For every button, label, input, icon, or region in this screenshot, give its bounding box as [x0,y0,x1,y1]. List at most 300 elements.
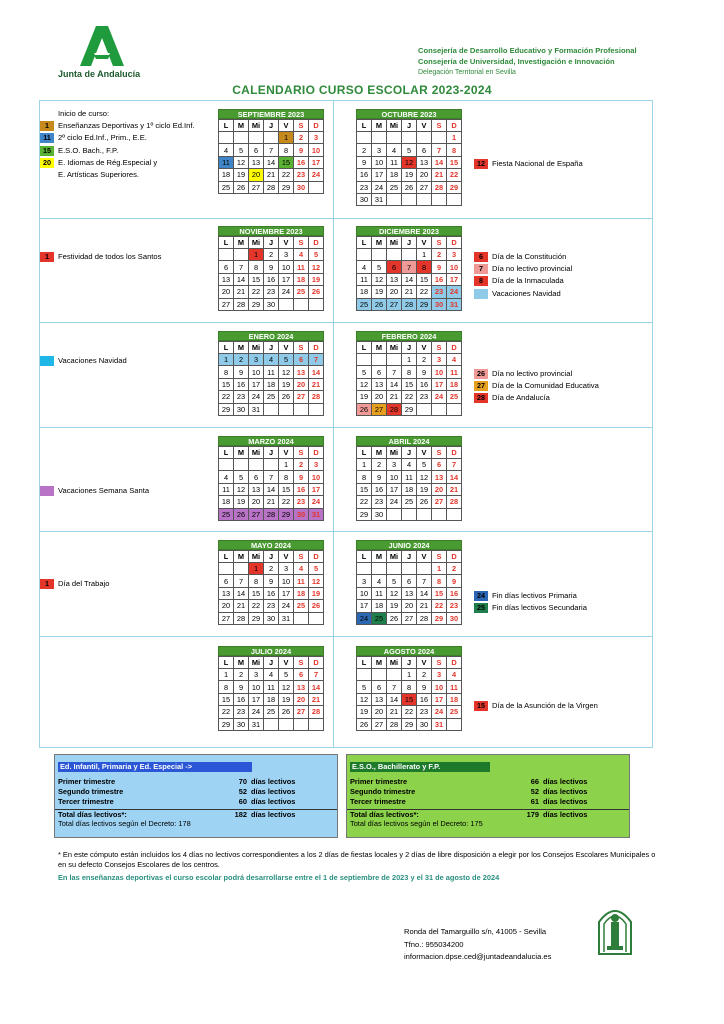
day-cell: 12 [279,366,294,378]
week-row [357,496,462,508]
weekday-header: L [219,342,234,354]
day-cell [279,403,294,415]
day-cell: 29 [219,718,234,730]
weekday-header: D [309,120,324,132]
day-cell: 18 [372,600,387,612]
day-cell [417,193,432,205]
day-cell [402,249,417,261]
legend-june [474,590,587,614]
day-cell: 29 [447,181,462,193]
weekday-header: Mi [387,237,402,249]
weekday-header: V [417,120,432,132]
day-cell: 18 [402,483,417,495]
week-row [219,612,324,624]
day-cell: 5 [279,669,294,681]
week-row [219,483,324,495]
day-cell: 27 [387,298,402,310]
week-row [357,132,462,144]
day-cell: 2 [417,669,432,681]
month-title: MARZO 2024 [218,436,324,446]
week-row [357,354,462,366]
day-cell: 9 [264,261,279,273]
day-cell: 18 [294,587,309,599]
day-cell: 29 [402,718,417,730]
day-cell: 1 [249,249,264,261]
department-line-3: Delegación Territorial en Sevilla [418,69,516,76]
day-cell: 7 [387,366,402,378]
day-cell: 10 [357,587,372,599]
day-cell: 20 [432,483,447,495]
legend-swatch: 7 [474,264,488,274]
month-grid [218,656,324,731]
day-cell: 23 [234,391,249,403]
day-cell: 16 [432,273,447,285]
weekday-header: M [234,120,249,132]
month-title: NOVIEMBRE 2023 [218,226,324,236]
day-cell: 5 [234,144,249,156]
legend-may [40,578,110,590]
day-cell: 19 [387,600,402,612]
weekday-header: L [357,551,372,563]
week-row [357,681,462,693]
weekday-header: M [234,447,249,459]
weekday-header: J [264,657,279,669]
day-cell: 9 [447,575,462,587]
week-row [219,587,324,599]
day-cell: 13 [372,693,387,705]
day-cell [417,132,432,144]
day-cell [432,132,447,144]
day-cell [447,718,462,730]
week-row [219,563,324,575]
month-grid [218,236,324,311]
day-cell: 4 [402,459,417,471]
day-cell [219,563,234,575]
day-cell: 23 [357,181,372,193]
day-cell: 22 [417,286,432,298]
week-row [219,600,324,612]
weekday-header: S [294,447,309,459]
day-cell: 27 [372,403,387,415]
department-line-1: Consejería de Desarrollo Educativo y Formación Profesional [418,46,637,55]
day-cell: 2 [234,669,249,681]
month-june [356,540,462,625]
day-cell: 7 [264,144,279,156]
day-cell [234,249,249,261]
day-cell: 4 [447,354,462,366]
day-cell: 30 [432,298,447,310]
address-phone: Tfno.: 955034200 [404,939,464,949]
day-cell [357,249,372,261]
weekday-header: S [432,447,447,459]
day-cell: 8 [447,144,462,156]
address-email: informacion.dpse.ced@juntadeandalucia.es [404,952,552,961]
summary-unit: días lectivos [251,797,296,806]
legend-item [40,157,195,169]
legend-item [40,251,161,263]
day-cell: 24 [432,706,447,718]
legend-swatch: 8 [474,276,488,286]
weekday-header: M [234,342,249,354]
weekday-header: V [279,551,294,563]
day-cell: 26 [372,298,387,310]
summary-row [347,809,629,819]
day-cell: 1 [357,459,372,471]
day-cell: 26 [387,612,402,624]
legend-january [40,355,127,367]
day-cell: 22 [357,496,372,508]
day-cell: 6 [219,261,234,273]
month-title: FEBRERO 2024 [356,331,462,341]
day-cell: 26 [309,286,324,298]
day-cell: 16 [234,693,249,705]
weekday-header: M [234,237,249,249]
page-title: CALENDARIO CURSO ESCOLAR 2023-2024 [232,83,492,97]
day-cell: 9 [264,575,279,587]
week-row [357,286,462,298]
day-cell: 21 [447,483,462,495]
day-cell: 17 [309,156,324,168]
day-cell: 15 [219,693,234,705]
week-row [219,261,324,273]
weekday-header: M [372,447,387,459]
summary-unit: días lectivos [251,787,296,796]
day-cell: 2 [294,132,309,144]
day-cell [219,132,234,144]
grid-divider [39,427,653,428]
day-cell [402,563,417,575]
month-october [356,109,462,206]
day-cell: 13 [294,681,309,693]
day-cell: 17 [249,378,264,390]
day-cell: 16 [294,483,309,495]
day-cell: 10 [309,471,324,483]
day-cell: 3 [447,249,462,261]
legend-october [474,158,583,170]
day-cell: 11 [447,366,462,378]
day-cell [447,508,462,520]
month-july [218,646,324,731]
day-cell [294,718,309,730]
day-cell: 11 [264,366,279,378]
day-cell: 20 [387,286,402,298]
day-cell: 26 [417,496,432,508]
day-cell: 15 [279,483,294,495]
summary-unit: días lectivos [543,787,588,796]
day-cell: 14 [447,471,462,483]
month-grid [356,550,462,625]
day-cell: 8 [402,681,417,693]
day-cell: 27 [249,508,264,520]
day-cell [372,563,387,575]
day-cell: 19 [234,496,249,508]
footnote: * En este cómputo están incluidos los 4 días no lectivos correspondientes a los 2 días de fiestas locales y 2 días de libre disposición a elegir por los Consejos Escolares Municipales o en su defecto Consejos Escolares de los centros. [58,850,656,869]
month-title: SEPTIEMBRE 2023 [218,109,324,119]
legend-label: Fin días lectivos Primaria [492,591,577,600]
legend-label: Día no lectivo provincial [492,264,573,274]
day-cell: 25 [387,181,402,193]
day-cell: 29 [357,508,372,520]
day-cell: 28 [387,403,402,415]
junta-logo [58,26,148,84]
day-cell [294,298,309,310]
day-cell: 6 [417,144,432,156]
day-cell: 21 [387,706,402,718]
day-cell: 26 [279,391,294,403]
month-title: ENERO 2024 [218,331,324,341]
weekday-header: Mi [387,447,402,459]
day-cell: 5 [417,459,432,471]
day-cell: 9 [372,471,387,483]
day-cell: 18 [294,273,309,285]
legend-august [474,700,598,712]
day-cell [234,563,249,575]
day-cell: 22 [432,600,447,612]
grid-divider [39,218,653,219]
day-cell: 19 [402,169,417,181]
week-row [357,273,462,285]
day-cell: 23 [417,706,432,718]
weekday-header: L [357,120,372,132]
weekday-header: S [294,237,309,249]
day-cell: 3 [357,575,372,587]
week-row [357,298,462,310]
day-cell: 19 [279,378,294,390]
day-cell: 27 [372,718,387,730]
day-cell: 2 [294,459,309,471]
day-cell: 3 [309,132,324,144]
week-row [357,693,462,705]
week-row [357,718,462,730]
day-cell: 21 [432,169,447,181]
day-cell [402,193,417,205]
week-row [357,144,462,156]
day-cell: 17 [357,600,372,612]
day-cell: 30 [294,508,309,520]
day-cell [357,563,372,575]
day-cell: 30 [294,181,309,193]
summary-row [55,809,337,819]
week-row [357,612,462,624]
day-cell: 2 [357,144,372,156]
day-cell: 4 [219,144,234,156]
address-street: Ronda del Tamarguillo s/n, 41005 - Sevilla [404,927,547,936]
day-cell [372,669,387,681]
day-cell: 24 [279,600,294,612]
day-cell: 11 [372,587,387,599]
day-cell: 27 [219,298,234,310]
day-cell [372,354,387,366]
day-cell: 14 [432,156,447,168]
day-cell: 18 [357,286,372,298]
week-row [357,600,462,612]
weekday-header: L [219,657,234,669]
legend-label: E. Artísticas Superiores. [58,169,140,179]
summary-row [55,787,337,797]
day-cell: 26 [357,403,372,415]
summary-header: Ed. Infantil, Primaria y Ed. Especial -> [58,762,252,772]
day-cell: 17 [249,693,264,705]
week-row [357,706,462,718]
day-cell: 11 [357,273,372,285]
day-cell: 10 [249,681,264,693]
summary-row [347,787,629,797]
weekday-header: J [264,447,279,459]
legend-swatch: 28 [474,393,488,403]
legend-swatch: 1 [40,579,54,589]
day-cell: 25 [447,706,462,718]
day-cell: 4 [357,261,372,273]
day-cell [357,132,372,144]
weekday-header: V [417,237,432,249]
legend-label: Día de la Inmaculada [492,276,564,286]
day-cell: 22 [279,496,294,508]
week-row [219,459,324,471]
day-cell: 25 [219,181,234,193]
week-row [219,693,324,705]
grid-divider [39,322,653,323]
month-title: OCTUBRE 2023 [356,109,462,119]
summary-primary [54,754,338,838]
day-cell: 2 [432,249,447,261]
day-cell: 16 [372,483,387,495]
day-cell: 3 [249,354,264,366]
day-cell: 7 [447,459,462,471]
day-cell [387,132,402,144]
legend-label: Día no lectivo provincial [492,369,573,378]
weekday-header: Mi [387,551,402,563]
day-cell: 11 [219,156,234,168]
day-cell: 10 [249,366,264,378]
day-cell: 27 [432,496,447,508]
legend-label: Festividad de todos los Santos [58,252,162,261]
weekday-header: Mi [387,120,402,132]
day-cell: 19 [234,169,249,181]
legend-swatch: 20 [40,158,54,168]
grid-divider [39,636,653,637]
day-cell: 7 [402,261,417,273]
day-cell: 21 [387,391,402,403]
week-row [219,249,324,261]
day-cell: 9 [294,144,309,156]
weekday-header: M [234,657,249,669]
day-cell: 21 [309,378,324,390]
legend-swatch: 24 [474,591,488,601]
week-row [357,587,462,599]
day-cell: 28 [447,496,462,508]
day-cell: 20 [249,496,264,508]
day-cell: 27 [294,391,309,403]
day-cell [219,249,234,261]
day-cell: 22 [219,391,234,403]
month-grid [218,550,324,625]
day-cell [417,403,432,415]
weekday-header: M [372,342,387,354]
day-cell [417,508,432,520]
weekday-header: Mi [249,237,264,249]
summary-count: 52 [530,787,539,796]
legend-label: Vacaciones Navidad [492,288,561,298]
day-cell: 14 [387,693,402,705]
day-cell: 29 [279,181,294,193]
day-cell: 7 [387,681,402,693]
day-cell: 16 [234,378,249,390]
legend-item [474,288,572,300]
legend-label: Día del Trabajo [58,579,110,588]
day-cell: 22 [279,169,294,181]
summary-label: Tercer trimestre [58,797,114,806]
day-cell: 30 [357,193,372,205]
legend-label: Fin días lectivos Secundaria [492,603,587,613]
weekday-header: Mi [387,342,402,354]
week-row [219,286,324,298]
day-cell: 5 [234,471,249,483]
day-cell: 16 [264,273,279,285]
legend-label: Vacaciones Navidad [58,356,127,365]
month-grid [356,119,462,206]
week-row [219,681,324,693]
month-grid [356,236,462,311]
summary-count: 179 [526,810,539,819]
day-cell: 13 [219,587,234,599]
day-cell: 10 [279,261,294,273]
weekday-header: J [402,120,417,132]
day-cell: 4 [387,144,402,156]
day-cell: 5 [357,681,372,693]
day-cell: 8 [417,261,432,273]
month-grid [218,341,324,416]
day-cell: 16 [357,169,372,181]
legend-item [40,485,149,497]
day-cell: 13 [387,273,402,285]
day-cell: 25 [264,391,279,403]
day-cell: 15 [219,378,234,390]
day-cell: 6 [294,354,309,366]
summary-unit: días lectivos [251,777,296,786]
day-cell: 1 [432,563,447,575]
week-row [219,298,324,310]
week-row [357,669,462,681]
day-cell: 15 [249,587,264,599]
day-cell: 8 [249,575,264,587]
department-line-2: Consejería de Universidad, Investigación e Innovación [418,57,615,66]
day-cell [387,563,402,575]
weekday-header: V [417,657,432,669]
day-cell: 12 [357,378,372,390]
day-cell: 17 [432,693,447,705]
weekday-header: L [219,237,234,249]
week-row [219,378,324,390]
day-cell: 26 [279,706,294,718]
week-row [357,193,462,205]
day-cell: 19 [357,706,372,718]
day-cell [264,132,279,144]
day-cell: 17 [432,378,447,390]
summary-count: 52 [238,787,247,796]
weekday-header: Mi [249,120,264,132]
header-departments [418,45,637,78]
legend-item [40,169,195,181]
day-cell: 8 [432,575,447,587]
week-row [357,156,462,168]
day-cell: 10 [432,366,447,378]
day-cell: 24 [279,286,294,298]
day-cell: 11 [294,261,309,273]
day-cell: 15 [417,273,432,285]
week-row [357,483,462,495]
weekday-header: D [309,551,324,563]
day-cell: 15 [402,378,417,390]
